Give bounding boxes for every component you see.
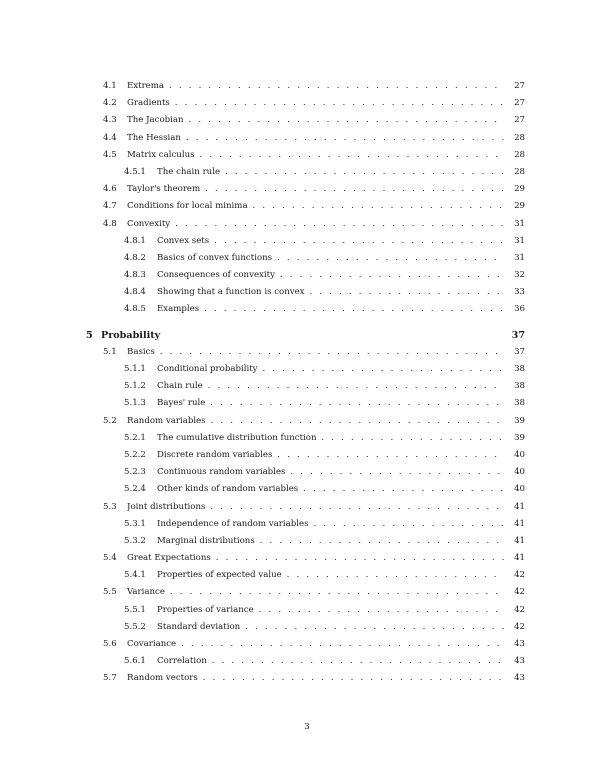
page-number: 32 <box>514 270 525 281</box>
page-number: 31 <box>514 235 525 246</box>
toc-entry[interactable] <box>0 619 614 636</box>
page-number: 40 <box>514 449 525 460</box>
section-number: 4.8 <box>103 218 117 229</box>
toc-entry[interactable] <box>0 464 614 481</box>
section-number: 5.3 <box>103 501 117 512</box>
section-title: Chain rule . . . <box>157 378 504 395</box>
page-number: 37 <box>514 346 525 357</box>
section-title: The Hessian . . . <box>127 130 504 147</box>
section-number: 4.1 <box>103 81 117 91</box>
section-number: 5.1.2 <box>124 381 146 392</box>
page-number: 28 <box>514 166 525 177</box>
page-number: 39 <box>514 432 525 443</box>
section-number: 5.3.2 <box>124 535 146 546</box>
toc-entry[interactable] <box>0 250 614 267</box>
page-number: 38 <box>514 398 525 409</box>
toc-entry[interactable] <box>0 481 614 498</box>
section-number: 4.7 <box>103 201 117 212</box>
section-number: 4.8.2 <box>124 252 146 263</box>
section-title: Basics of convex functions . . . <box>157 250 504 267</box>
section-title: The cumulative distribution function . . . <box>157 430 504 447</box>
toc-entry[interactable] <box>0 233 614 250</box>
section-number: 5.4.1 <box>124 570 146 581</box>
toc-entry[interactable] <box>0 413 614 430</box>
section-number: 5.6.1 <box>124 656 146 667</box>
section-title: Random variables . . . <box>127 413 504 430</box>
page-number: 43 <box>514 673 525 684</box>
section-title: The chain rule . . . <box>157 164 504 181</box>
section-title: Great Expectations . . . <box>127 550 504 567</box>
page-number: 41 <box>514 501 525 512</box>
chapter-title: Probability <box>101 329 161 341</box>
page-number: 29 <box>514 201 525 212</box>
section-title: Convex sets . . . <box>157 233 504 250</box>
toc-entry[interactable] <box>0 584 614 601</box>
toc-entry[interactable] <box>0 516 614 533</box>
toc-entry[interactable] <box>0 602 614 619</box>
page-number: 42 <box>514 570 525 581</box>
toc-entry[interactable] <box>0 533 614 550</box>
toc-entry[interactable] <box>0 636 614 653</box>
section-number: 4.8.3 <box>124 270 146 281</box>
page-number: 31 <box>514 252 525 263</box>
section-number: 5.1.1 <box>124 364 146 374</box>
section-number: 4.3 <box>103 115 117 126</box>
page-number: 27 <box>514 115 525 126</box>
page-number: 40 <box>514 484 525 495</box>
section-number: 5.6 <box>103 639 117 649</box>
page-number: 40 <box>514 467 525 478</box>
section-title: Variance . . . <box>127 584 504 601</box>
page-number: 31 <box>514 218 525 229</box>
toc-entry[interactable] <box>0 112 614 129</box>
page-number: 41 <box>514 553 525 564</box>
chapter-number: 5 <box>86 329 93 341</box>
section-title: Bayes' rule . . . <box>157 395 504 412</box>
page-number: 38 <box>514 381 525 392</box>
toc-entry[interactable] <box>0 378 614 395</box>
toc-entry[interactable] <box>0 567 614 584</box>
page-number: 38 <box>514 364 525 374</box>
toc-entry[interactable] <box>0 430 614 447</box>
section-number: 4.8.5 <box>124 304 146 315</box>
section-title: Conditional probability . . . <box>157 361 504 378</box>
section-number: 4.6 <box>103 184 117 195</box>
section-title: Covariance . . . <box>127 636 504 653</box>
toc-entry[interactable] <box>0 653 614 670</box>
section-title: Examples . . . <box>157 301 504 318</box>
section-number: 5.2.4 <box>124 484 146 495</box>
section-title: Matrix calculus . . . <box>127 147 504 164</box>
toc-entry[interactable] <box>0 164 614 181</box>
toc-entry[interactable] <box>0 78 614 95</box>
section-number: 5.1.3 <box>124 398 146 409</box>
section-title: Properties of expected value . . . <box>157 567 504 584</box>
section-title: Conditions for local minima . . . <box>127 198 504 215</box>
page-number: 41 <box>514 518 525 529</box>
toc-entry[interactable] <box>0 147 614 164</box>
section-number: 4.2 <box>103 98 117 109</box>
section-title: Basics . . . <box>127 344 504 361</box>
section-title: The Jacobian . . . <box>127 112 504 129</box>
toc-entry[interactable] <box>0 499 614 516</box>
toc-entry[interactable] <box>0 550 614 567</box>
section-title: Showing that a function is convex . . . <box>157 284 504 301</box>
section-number: 5.7 <box>103 673 117 684</box>
toc-entry[interactable] <box>0 447 614 464</box>
toc-entry[interactable] <box>0 216 614 233</box>
page-number: 28 <box>514 132 525 143</box>
section-number: 5.5.1 <box>124 604 146 615</box>
section-title: Properties of variance . . . <box>157 602 504 619</box>
page-number: 37 <box>511 329 525 341</box>
toc-entry[interactable] <box>0 284 614 301</box>
section-title: Independence of random variables . . . <box>157 516 504 533</box>
page-footer-number: 3 <box>304 722 310 732</box>
section-number: 4.4 <box>103 132 117 143</box>
toc-entry[interactable] <box>0 344 614 361</box>
section-title: Taylor's theorem . . . <box>127 181 504 198</box>
toc-entry[interactable] <box>0 130 614 147</box>
page-number: 28 <box>514 149 525 160</box>
section-title: Continuous random variables . . . <box>157 464 504 481</box>
section-number: 4.5 <box>103 149 117 160</box>
page-number: 27 <box>514 81 525 91</box>
toc-entry[interactable] <box>0 198 614 215</box>
toc-entry[interactable] <box>0 670 614 687</box>
toc-entry[interactable] <box>0 395 614 412</box>
toc-entry[interactable] <box>0 361 614 378</box>
section-number: 5.3.1 <box>124 518 146 529</box>
section-title: Consequences of convexity . . . <box>157 267 504 284</box>
section-number: 5.4 <box>103 553 117 564</box>
section-title: Convexity . . . <box>127 216 504 233</box>
page-number: 27 <box>514 98 525 109</box>
section-number: 5.2 <box>103 415 117 426</box>
page-number: 42 <box>514 587 525 598</box>
section-number: 4.5.1 <box>124 166 146 177</box>
section-title: Discrete random variables . . . <box>157 447 504 464</box>
page-number: 36 <box>514 304 525 315</box>
toc-entry[interactable] <box>0 181 614 198</box>
section-title: Standard deviation . . . <box>157 619 504 636</box>
section-title: Joint distributions . . . <box>127 499 504 516</box>
toc-entry[interactable] <box>0 301 614 318</box>
toc-entry[interactable] <box>0 267 614 284</box>
page-number: 39 <box>514 415 525 426</box>
section-number: 5.2.2 <box>124 449 146 460</box>
page-number: 29 <box>514 184 525 195</box>
page-number: 33 <box>514 287 525 298</box>
section-number: 5.5.2 <box>124 621 146 632</box>
page-number: 43 <box>514 656 525 667</box>
section-title: Extrema . . . <box>127 78 504 95</box>
section-number: 4.8.4 <box>124 287 146 298</box>
section-title: Random vectors . . . <box>127 670 504 687</box>
page-number: 41 <box>514 535 525 546</box>
section-number: 5.5 <box>103 587 117 598</box>
section-title: Marginal distributions . . . <box>157 533 504 550</box>
page-number: 42 <box>514 604 525 615</box>
section-title: Other kinds of random variables . . . <box>157 481 504 498</box>
page-number: 43 <box>514 639 525 649</box>
toc-chapter-entry[interactable] <box>0 327 614 344</box>
page-number: 42 <box>514 621 525 632</box>
table-of-contents <box>0 78 614 688</box>
section-number: 5.2.3 <box>124 467 146 478</box>
section-number: 4.8.1 <box>124 235 146 246</box>
section-title: Gradients . . . <box>127 95 504 112</box>
section-number: 5.2.1 <box>124 432 146 443</box>
section-number: 5.1 <box>103 346 117 357</box>
section-title: Correlation . . . <box>157 653 504 670</box>
toc-entry[interactable] <box>0 95 614 112</box>
